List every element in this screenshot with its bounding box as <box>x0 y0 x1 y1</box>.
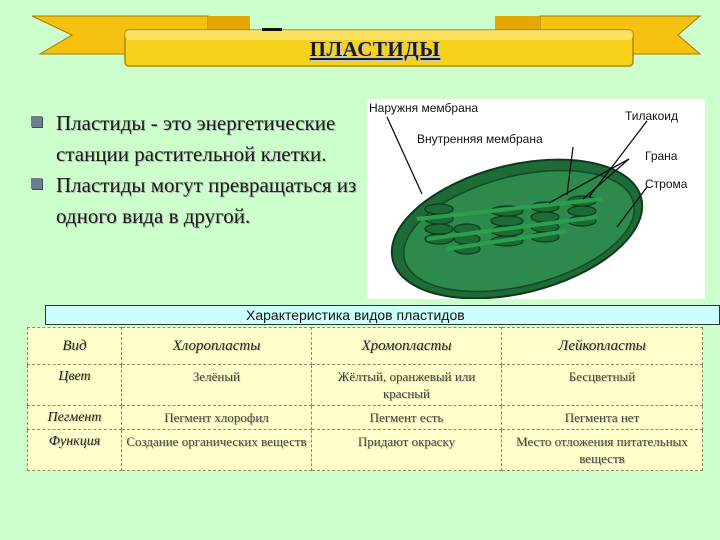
grana-label: Грана <box>645 149 678 163</box>
title-banner <box>0 0 720 90</box>
header-cell: Хромопласты <box>312 328 502 365</box>
square-bullet-icon <box>31 116 42 127</box>
bullet-item <box>28 108 358 170</box>
table-cell: Бесцветный <box>502 365 703 406</box>
table-caption-bar <box>45 305 720 325</box>
bullet-text: Пластиды могут превращаться из одного вида в другой. <box>56 173 357 228</box>
header-cell: Хлоропласты <box>122 328 312 365</box>
thylakoid-label: Тилакоид <box>625 109 678 123</box>
table-row <box>28 430 703 471</box>
bullet-text: Пластиды - это энергетические станции растительной клетки. <box>56 111 336 166</box>
outer-membrane-label: Наружня мембрана <box>369 101 479 115</box>
header-cell: Лейкопласты <box>502 328 703 365</box>
table-cell: Зелёный <box>122 365 312 406</box>
page-title: ПЛАСТИДЫ <box>309 37 441 61</box>
bullet-list <box>28 108 358 232</box>
table-header-row <box>28 328 703 365</box>
row-label: Цвет <box>28 365 122 406</box>
table-caption: Характеристика видов пластидов <box>246 307 465 323</box>
plastid-table <box>27 327 703 471</box>
table-cell: Место отложения питательных веществ <box>502 430 703 471</box>
row-label: Функция <box>28 430 122 471</box>
chloroplast-diagram <box>367 99 705 299</box>
table-cell: Создание органических веществ <box>122 430 312 471</box>
inner-membrane-label: Внутренняя мембрана <box>417 132 543 146</box>
table-cell: Придают окраску <box>312 430 502 471</box>
table-cell: Жёлтый, оранжевый или красный <box>312 365 502 406</box>
stroma-label: Строма <box>645 177 688 191</box>
header-cell: Вид <box>28 328 122 365</box>
square-bullet-icon <box>31 178 42 189</box>
table-cell: Пегмент хлорофил <box>122 406 312 430</box>
table-row <box>28 406 703 430</box>
bullet-item <box>28 170 358 232</box>
table-cell: Пегмент есть <box>312 406 502 430</box>
table-row <box>28 365 703 406</box>
row-label: Пегмент <box>28 406 122 430</box>
chloroplast-illustration <box>367 99 705 299</box>
table-cell: Пегмента нет <box>502 406 703 430</box>
